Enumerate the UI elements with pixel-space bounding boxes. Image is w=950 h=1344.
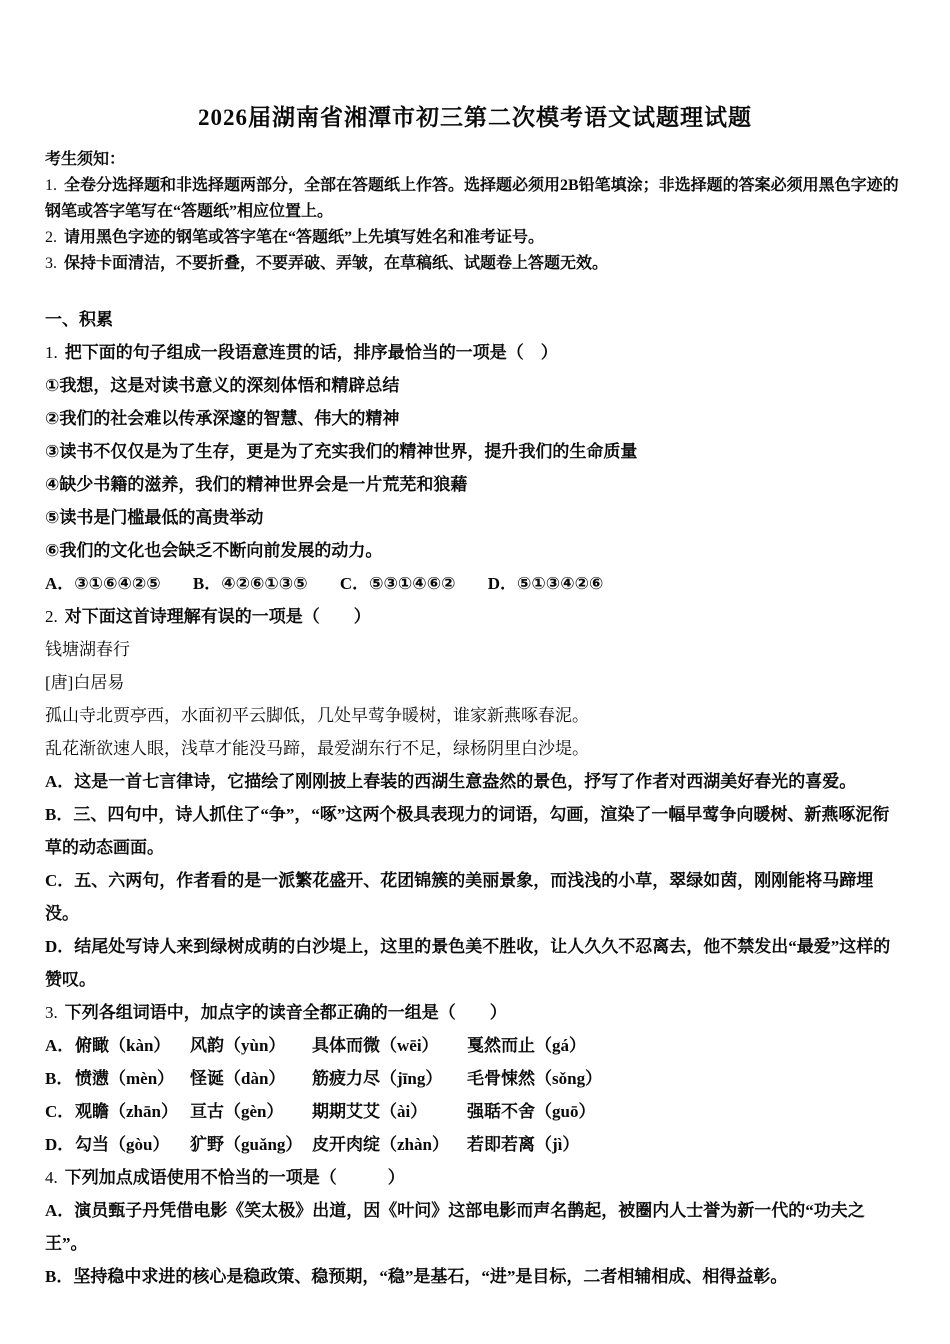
q3-word: 戛然而止（gá）: [467, 1036, 586, 1055]
q3-word: 毛骨悚然（sǒng）: [467, 1069, 603, 1088]
q1-option-a: A．③①⑥④②⑤: [45, 574, 161, 593]
q3-word: 俯瞰（kàn）: [75, 1036, 171, 1055]
notice-item-number: 2.: [45, 229, 57, 246]
question-3-text: 下列各组词语中，加点字的读音全都正确的一组是（ ）: [64, 1003, 507, 1022]
q2-option-c: C．五、六两句，作者看的是一派繁花盛开、花团锦簇的美丽景象，而浅浅的小草，翠绿如茵，刚刚能将马蹄埋没。: [45, 871, 874, 923]
q3-word: 皮开肉绽（zhàn）: [312, 1135, 449, 1154]
question-4-stem: [45, 1161, 905, 1194]
q3-word: 犷野（guǎng）: [190, 1135, 303, 1154]
notice-item-number: 3.: [45, 255, 57, 272]
notice-item: [45, 251, 905, 277]
question-2-number: 2.: [45, 607, 58, 626]
q3-word: 期期艾艾（ài）: [312, 1102, 428, 1121]
q3-word: 风韵（yùn）: [190, 1036, 286, 1055]
question-2-stem: [45, 600, 905, 633]
q3-word: 若即若离（jì）: [467, 1135, 580, 1154]
questions-area: [45, 303, 905, 1293]
q3-row-b: [45, 1062, 905, 1095]
q1-sentence-1: ①我想，这是对读书意义的深刻体悟和精辟总结: [45, 376, 400, 395]
notice-item-text: 全卷分选择题和非选择题两部分，全部在答题纸上作答。选择题必须用2B铅笔填涂；非选择题的答案必须用黑色字迹的钢笔或答字笔写在“答题纸”相应位置上。: [45, 177, 899, 220]
q3-row-a-label: A．: [45, 1036, 75, 1055]
notice-item-text: 请用黑色字迹的钢笔或答字笔在“答题纸”上先填写姓名和准考证号。: [64, 229, 545, 246]
notice-item-text: 保持卡面清洁，不要折叠，不要弄破、弄皱，在草稿纸、试题卷上答题无效。: [64, 255, 609, 272]
notice-block: [45, 147, 905, 277]
q1-sentence-6: ⑥我们的文化也会缺乏不断向前发展的动力。: [45, 541, 383, 560]
q1-sentence-3: ③读书不仅仅是为了生存，更是为了充实我们的精神世界，提升我们的生命质量: [45, 442, 638, 461]
q1-option-c: C．⑤③①④⑥②: [339, 574, 456, 593]
poem-title: 钱塘湖春行: [45, 640, 130, 659]
q1-options-row: [45, 567, 905, 600]
q3-word: 愤懑（mèn）: [75, 1069, 175, 1088]
notice-item-number: 1.: [45, 177, 57, 194]
q3-row-b-label: B．: [45, 1069, 74, 1088]
poem-line-2: 乱花渐欲速人眼，浅草才能没马蹄，最爱湖东行不足，绿杨阴里白沙堤。: [45, 739, 589, 758]
page-title: 2026届湖南省湘潭市初三第二次模考语文试题理试题: [198, 105, 752, 130]
q1-sentence-5: ⑤读书是门槛最低的高贵举动: [45, 508, 264, 527]
q4-option-b: B．坚持稳中求进的核心是稳政策、稳预期，“稳”是基石，“进”是目标，二者相辅相成、相得益彰。: [45, 1267, 788, 1286]
notice-heading: 考生须知：: [45, 151, 126, 168]
poem-author: [唐]白居易: [45, 673, 125, 692]
q4-option-a: A．演员甄子丹凭借电影《笑太极》出道，因《叶问》这部电影而声名鹊起，被圈内人士誉为新一代的“功夫之王”。: [45, 1201, 865, 1253]
q2-option-b: B．三、四句中，诗人抓住了“争”，“啄”这两个极具表现力的词语，勾画，渲染了一幅早莺争向暖树、新燕啄泥衔草的动态画面。: [45, 805, 890, 857]
poem-line-1: 孤山寺北贾亭西，水面初平云脚低，几处早莺争暖树，谁家新燕啄春泥。: [45, 706, 589, 725]
question-3-stem: [45, 996, 905, 1029]
question-4-number: 4.: [45, 1168, 58, 1187]
q3-row-c: [45, 1095, 905, 1128]
q2-option-a: A．这是一首七言律诗，它描绘了刚刚披上春装的西湖生意盎然的景色，抒写了作者对西湖美好春光的喜爱。: [45, 772, 857, 791]
question-2-text: 对下面这首诗理解有误的一项是（ ）: [64, 607, 371, 626]
q3-word: 观瞻（zhān）: [75, 1102, 178, 1121]
notice-item: [45, 173, 905, 225]
q3-word: 亘古（gèn）: [190, 1102, 284, 1121]
q3-word: 筋疲力尽（jīng）: [312, 1069, 443, 1088]
question-4-text: 下列加点成语使用不恰当的一项是（ ）: [64, 1168, 405, 1187]
q3-word: 具体而微（wēi）: [312, 1036, 439, 1055]
q3-row-c-label: C．: [45, 1102, 75, 1121]
q3-row-d-label: D．: [45, 1135, 75, 1154]
q1-option-d: D．⑤①③④②⑥: [487, 574, 604, 593]
question-1-stem: [45, 336, 905, 369]
q1-sentence-2: ②我们的社会难以传承深邃的智慧、伟大的精神: [45, 409, 400, 428]
question-1-text: 把下面的句子组成一段语意连贯的话，排序最恰当的一项是（ ）: [64, 343, 558, 362]
q3-word: 强聒不舍（guō）: [467, 1102, 596, 1121]
section-heading: 一、积累: [45, 310, 113, 329]
q1-sentence-4: ④缺少书籍的滋养，我们的精神世界会是一片荒芜和狼藉: [45, 475, 468, 494]
q3-word: 怪诞（dàn）: [190, 1069, 286, 1088]
question-3-number: 3.: [45, 1003, 58, 1022]
q2-option-d: D．结尾处写诗人来到绿树成萌的白沙堤上，这里的景色美不胜收，让人久久不忍离去，他不禁发出“最爱”这样的赞叹。: [45, 937, 891, 989]
q3-row-a: [45, 1029, 905, 1062]
q3-word: 勾当（gòu）: [75, 1135, 170, 1154]
notice-item: [45, 225, 905, 251]
question-1-number: 1.: [45, 343, 58, 362]
q1-option-b: B．④②⑥①③⑤: [192, 574, 308, 593]
q3-row-d: [45, 1128, 905, 1161]
